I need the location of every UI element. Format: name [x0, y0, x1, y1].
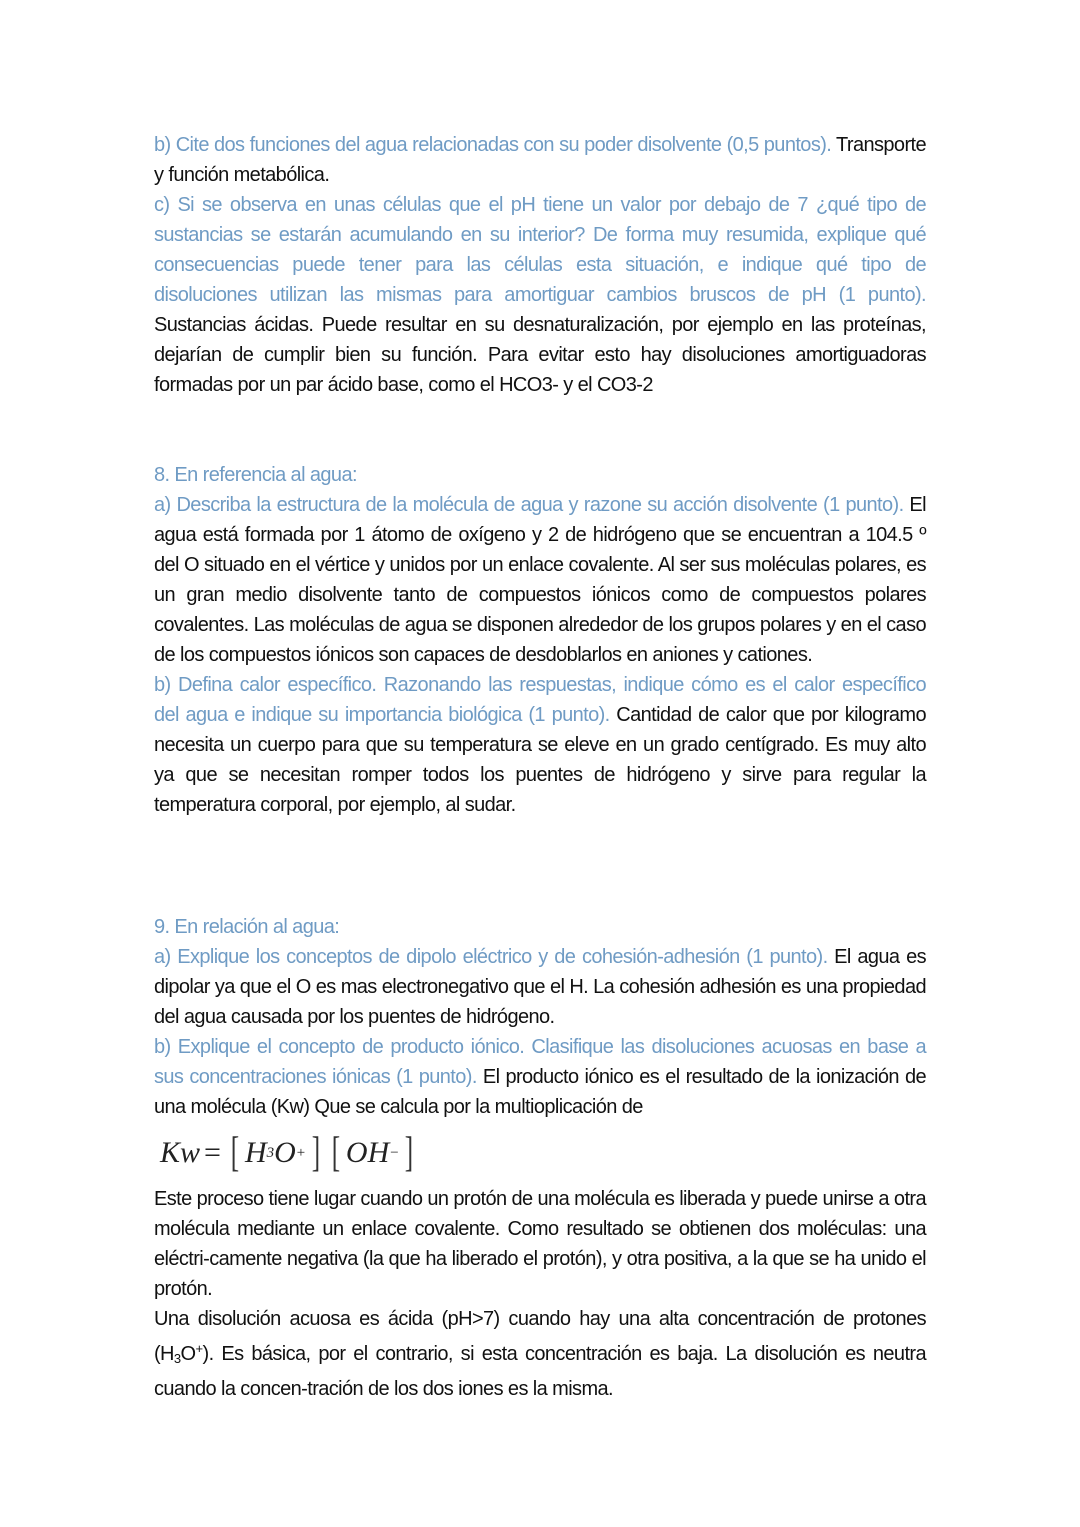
question-9b-answer: El producto iónico es el resultado de la ionización de una molécula (Kw) Que se calcula por la multioplicación de: [154, 1066, 927, 1118]
question-8a-prompt: a) Describa la estructura de la molécula de agua y razone su acción disolvente (1 punto).: [154, 494, 904, 516]
solution-classification-paragraph: [154, 1304, 926, 1404]
formula-equals: =: [204, 1136, 221, 1169]
question-8a-answer: El agua está formada por 1 átomo de oxígeno y 2 de hidrógeno que se encuentran a 104.5 º del O situado en el vértice y unidos por un enlace covalente. Al ser sus moléculas polares, es un gran medio disolvente tanto de compuestos iónicos como de compuestos polares covalentes. Las moléculas de agua se disponen alrededor de los grupos polares y en el caso de los compuestos iónicos son capaces de desdoblarlos en aniones y cationes.: [154, 494, 926, 666]
question-9b-prompt: b) Explique el concepto de producto iónico. Clasifique las disoluciones acuosas en base a sus concentraciones iónicas (1 punto).: [154, 1036, 926, 1088]
section-8: [154, 460, 926, 820]
question-7c-prompt: c) Si se observa en unas células que el pH tiene un valor por debajo de 7 ¿qué tipo de sustancias se estarán acumulando en su interior? De forma muy resumida, explique qué consecuencias puede tener para las células esta situación, e indique qué tipo de disoluciones utilizan las mismas para amortiguar cambios bruscos de pH (1 punto).: [154, 194, 926, 306]
formula-minus: −: [389, 1145, 400, 1161]
classification-text-post: ). Es básica, por el contrario, si esta concentración es baja. La disolución es neutra cuando la concen-tración de los dos iones es la misma.: [154, 1343, 926, 1400]
question-8b-answer: Cantidad de calor que por kilogramo necesita un cuerpo para que su temperatura se eleve en un grado centígrado. Es muy alto ya que se necesitan romper todos los puentes de hidrógeno y sirve para regular la temperatura corporal, por ejemplo, al sudar.: [154, 704, 926, 816]
section-7-continuation: [154, 130, 926, 400]
section-8-title: 8. En referencia al agua:: [154, 464, 357, 486]
formula-right-bracket-2: ]: [405, 1130, 414, 1176]
hydronium-subscript: 3: [173, 1351, 181, 1366]
formula-left-bracket: [: [230, 1130, 240, 1176]
formula-kw: Kw: [160, 1136, 201, 1169]
proton-transfer-paragraph: Este proceso tiene lugar cuando un protón de una molécula es liberada y puede unirse a otra molécula mediante un enlace covalente. Como resultado se obtienen dos moléculas: una eléctri-camente negativa (la que ha liberado el protón), y otra positiva, a la que se ha unido el protón.: [154, 1188, 926, 1300]
formula-h-subscript: 3: [266, 1145, 275, 1161]
formula-h: H: [244, 1136, 267, 1169]
classification-text-pre: Una disolución acuosa es ácida (pH>7) cuando hay una alta concentración de protones (H: [154, 1308, 926, 1365]
question-9a-answer: El agua es dipolar ya que el O es mas electronegativo que el H. La cohesión adhesión es una propiedad del agua causada por los puentes de hidrógeno.: [154, 946, 926, 1028]
question-9a-prompt: a) Explique los conceptos de dipolo eléctrico y de cohesión-adhesión (1 punto).: [154, 946, 828, 968]
question-8a-paragraph: [154, 490, 926, 670]
section-9-title: 9. En relación al agua:: [154, 916, 340, 938]
question-7b-prompt: b) Cite dos funciones del agua relacionadas con su poder disolvente (0,5 puntos).: [154, 134, 832, 156]
question-7c-answer: Sustancias ácidas. Puede resultar en su desnaturalización, por ejemplo en las proteínas, dejarían de cumplir bien su función. Para evitar esto hay disoluciones amortiguadoras formadas por un par ácido base, como el HCO3- y el CO3-2: [154, 314, 926, 396]
formula-oh: OH: [345, 1136, 390, 1169]
question-9b-paragraph: [154, 1032, 926, 1122]
question-9a-paragraph: [154, 942, 926, 1032]
formula-left-bracket-2: [: [331, 1130, 341, 1176]
question-7c-paragraph: [154, 190, 926, 400]
formula-o: O: [274, 1136, 296, 1169]
question-8b-paragraph: [154, 670, 926, 820]
section-9: [154, 912, 926, 1404]
question-8b-prompt: b) Defina calor específico. Razonando las respuestas, indique cómo es el calor específico del agua e indique su importancia biológica (1 punto).: [154, 674, 926, 726]
question-7b-paragraph: [154, 130, 926, 190]
formula-plus: +: [295, 1145, 306, 1161]
hydronium-superscript: +: [195, 1341, 203, 1356]
kw-formula: [160, 1130, 926, 1176]
question-7b-answer: Transporte y función metabólica.: [154, 134, 926, 186]
hydronium-o: O: [180, 1343, 196, 1365]
formula-right-bracket: ]: [311, 1130, 321, 1176]
